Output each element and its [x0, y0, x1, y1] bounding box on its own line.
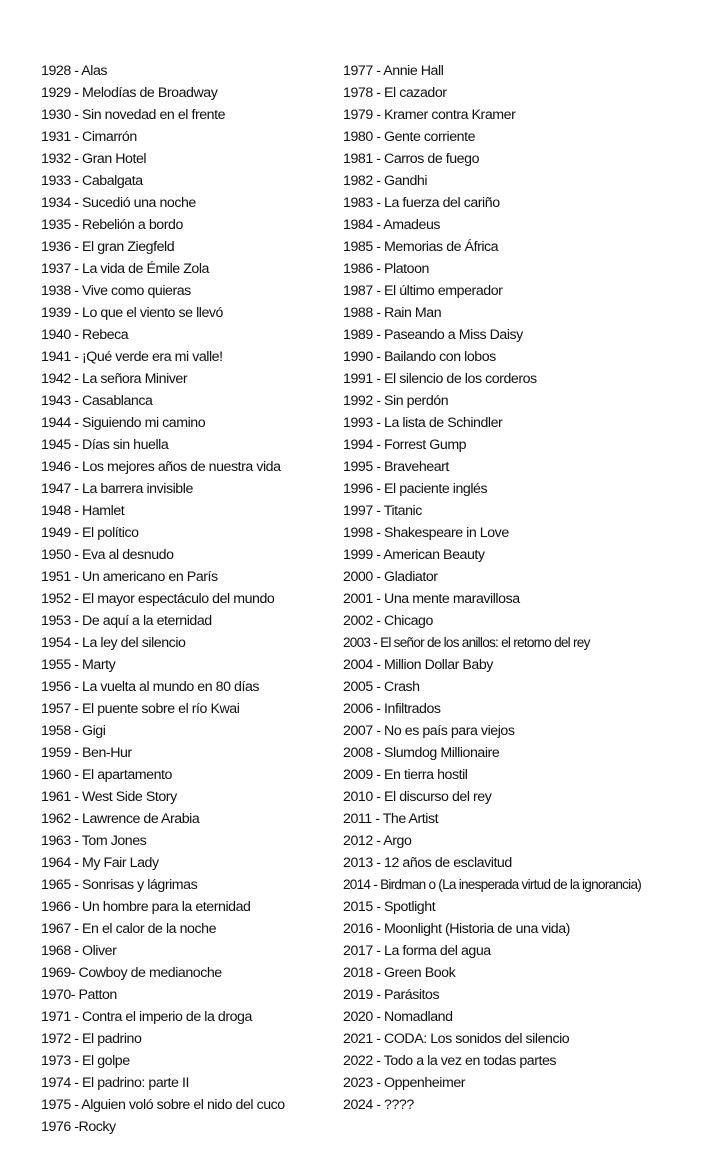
list-item: 2003 - El señor de los anillos: el retorno del rey	[343, 635, 590, 650]
list-item: 1953 - De aquí a la eternidad	[41, 613, 212, 629]
list-item: 1999 - American Beauty	[343, 547, 485, 563]
list-item: 2013 - 12 años de esclavitud	[343, 855, 512, 871]
list-item: 2001 - Una mente maravillosa	[343, 591, 520, 607]
list-item: 2012 - Argo	[343, 833, 412, 849]
list-item: 2015 - Spotlight	[343, 899, 436, 915]
list-item: 2005 - Crash	[343, 679, 420, 695]
list-item: 1969- Cowboy de medianoche	[41, 965, 222, 981]
list-item: 2010 - El discurso del rey	[343, 789, 492, 805]
list-item: 1962 - Lawrence de Arabia	[41, 811, 200, 827]
list-item: 1994 - Forrest Gump	[343, 437, 467, 453]
list-item: 2008 - Slumdog Millionaire	[343, 745, 500, 761]
list-item: 1968 - Oliver	[41, 943, 117, 959]
list-item: 2011 - The Artist	[343, 811, 439, 827]
list-item: 1929 - Melodías de Broadway	[41, 85, 218, 101]
list-item: 1934 - Sucedió una noche	[41, 195, 196, 211]
list-item: 2018 - Green Book	[343, 965, 456, 981]
list-item: 1996 - El paciente inglés	[343, 481, 488, 497]
list-item: 2016 - Moonlight (Historia de una vida)	[343, 921, 570, 937]
list-item: 1971 - Contra el imperio de la droga	[41, 1009, 252, 1025]
list-item: 1972 - El padrino	[41, 1031, 142, 1047]
list-item: 1941 - ¡Qué verde era mi valle!	[41, 349, 223, 365]
list-item: 2006 - Infiltrados	[343, 701, 441, 717]
list-item: 1935 - Rebelión a bordo	[41, 217, 183, 233]
list-item: 1980 - Gente corriente	[343, 129, 476, 145]
list-item: 1951 - Un americano en París	[41, 569, 218, 585]
list-item: 1997 - Titanic	[343, 503, 422, 519]
list-item: 1973 - El golpe	[41, 1053, 130, 1069]
list-item: 2014 - Birdman o (La inesperada virtud de la ignorancia)	[343, 877, 642, 892]
list-item: 2021 - CODA: Los sonidos del silencio	[343, 1031, 570, 1047]
list-item: 1939 - Lo que el viento se llevó	[41, 305, 223, 321]
list-item: 1954 - La ley del silencio	[41, 635, 186, 651]
list-item: 1976 -Rocky	[41, 1119, 116, 1135]
list-item: 1966 - Un hombre para la eternidad	[41, 899, 251, 915]
list-item: 1992 - Sin perdón	[343, 393, 449, 409]
list-item: 1948 - Hamlet	[41, 503, 125, 519]
list-item: 1989 - Paseando a Miss Daisy	[343, 327, 523, 343]
list-item: 1931 - Cimarrón	[41, 129, 137, 145]
list-item: 1936 - El gran Ziegfeld	[41, 239, 175, 255]
list-item: 1963 - Tom Jones	[41, 833, 147, 849]
list-item: 1952 - El mayor espectáculo del mundo	[41, 591, 275, 607]
list-item: 1930 - Sin novedad en el frente	[41, 107, 226, 123]
list-item: 2022 - Todo a la vez en todas partes	[343, 1053, 557, 1069]
list-item: 1959 - Ben-Hur	[41, 745, 132, 761]
list-item: 1946 - Los mejores años de nuestra vida	[41, 459, 281, 475]
list-item: 2000 - Gladiator	[343, 569, 438, 585]
list-item: 1961 - West Side Story	[41, 789, 177, 805]
list-item: 2017 - La forma del agua	[343, 943, 491, 959]
list-item: 2020 - Nomadland	[343, 1009, 453, 1025]
list-item: 1965 - Sonrisas y lágrimas	[41, 877, 198, 893]
list-item: 1990 - Bailando con lobos	[343, 349, 496, 365]
list-item: 2009 - En tierra hostil	[343, 767, 468, 783]
list-item: 1944 - Siguiendo mi camino	[41, 415, 206, 431]
list-item: 1957 - El puente sobre el río Kwai	[41, 701, 240, 717]
list-item: 2019 - Parásitos	[343, 987, 440, 1003]
list-item: 1949 - El político	[41, 525, 139, 541]
list-item: 1983 - La fuerza del cariño	[343, 195, 500, 211]
list-item: 1975 - Alguien voló sobre el nido del cuco	[41, 1097, 285, 1113]
list-item: 1958 - Gigi	[41, 723, 106, 739]
list-item: 1979 - Kramer contra Kramer	[343, 107, 516, 123]
list-item: 2004 - Million Dollar Baby	[343, 657, 493, 673]
list-item: 1970- Patton	[41, 987, 117, 1003]
list-item: 1960 - El apartamento	[41, 767, 172, 783]
list-item: 1985 - Memorias de África	[343, 239, 499, 255]
list-item: 1982 - Gandhi	[343, 173, 428, 189]
list-item: 1937 - La vida de Émile Zola	[41, 261, 209, 277]
list-item: 1928 - Alas	[41, 63, 108, 79]
list-item: 1986 - Platoon	[343, 261, 429, 277]
list-item: 1987 - El último emperador	[343, 283, 503, 299]
list-item: 1993 - La lista de Schindler	[343, 415, 503, 431]
list-item: 1933 - Cabalgata	[41, 173, 143, 189]
list-item: 1998 - Shakespeare in Love	[343, 525, 509, 541]
list-item: 1943 - Casablanca	[41, 393, 153, 409]
list-item: 1974 - El padrino: parte II	[41, 1075, 189, 1091]
list-item: 1950 - Eva al desnudo	[41, 547, 174, 563]
list-item: 1977 - Annie Hall	[343, 63, 444, 79]
list-item: 1945 - Días sin huella	[41, 437, 169, 453]
list-item: 1967 - En el calor de la noche	[41, 921, 217, 937]
list-item: 1947 - La barrera invisible	[41, 481, 193, 497]
list-item: 2024 - ????	[343, 1097, 414, 1113]
list-item: 1955 - Marty	[41, 657, 116, 673]
list-item: 1942 - La señora Miniver	[41, 371, 188, 387]
left-column-list	[41, 60, 336, 1138]
list-item: 1995 - Braveheart	[343, 459, 449, 475]
list-item: 1940 - Rebeca	[41, 327, 129, 343]
list-item: 1991 - El silencio de los corderos	[343, 371, 537, 387]
list-item: 1938 - Vive como quieras	[41, 283, 191, 299]
list-item: 1932 - Gran Hotel	[41, 151, 147, 167]
list-item: 2007 - No es país para viejos	[343, 723, 515, 739]
list-item: 1981 - Carros de fuego	[343, 151, 480, 167]
list-item: 2023 - Oppenheimer	[343, 1075, 466, 1091]
right-column-list	[343, 60, 718, 1116]
list-item: 1988 - Rain Man	[343, 305, 442, 321]
list-item: 2002 - Chicago	[343, 613, 433, 629]
list-item: 1978 - El cazador	[343, 85, 447, 101]
list-item: 1956 - La vuelta al mundo en 80 días	[41, 679, 260, 695]
list-item: 1964 - My Fair Lady	[41, 855, 159, 871]
list-item: 1984 - Amadeus	[343, 217, 441, 233]
